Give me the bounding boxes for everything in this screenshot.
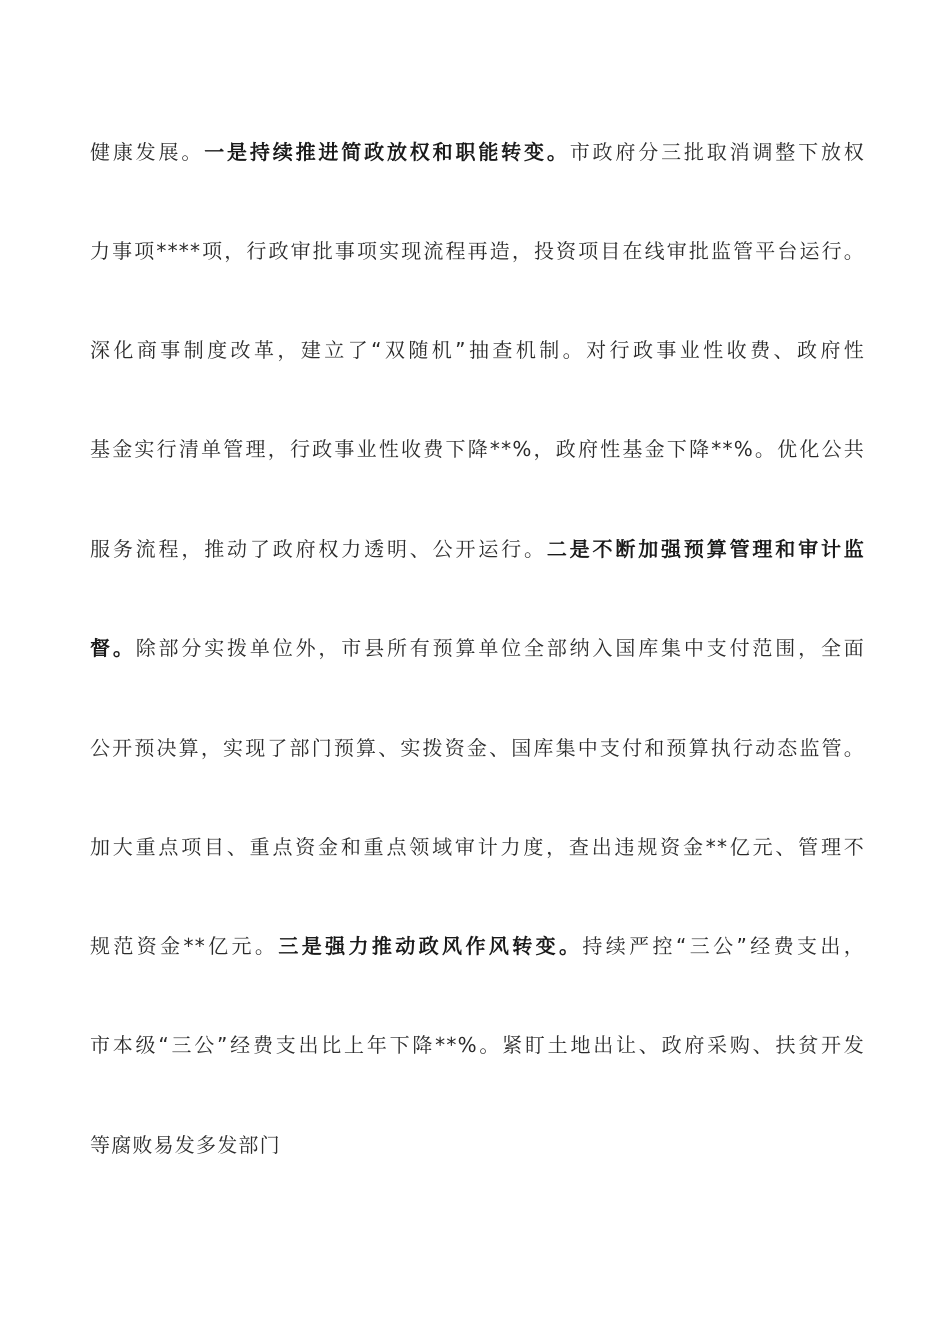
text-line-11 xyxy=(90,1127,865,1163)
text-line-7 xyxy=(90,730,865,766)
text-run: 市本级“三公”经费支出比上年下降**%。紧盯土地出让、政府采购、扶贫开发 xyxy=(90,1033,865,1057)
text-line-8 xyxy=(90,829,865,865)
text-line-9 xyxy=(90,928,865,964)
text-run: 服务流程，推动了政府权力透明、公开运行。 xyxy=(90,537,547,561)
bold-heading-2-end: 督。 xyxy=(90,636,136,660)
bold-heading-3: 三是强力推动政风作风转变。 xyxy=(278,934,583,958)
text-run: 公开预决算，实现了部门预算、实拨资金、国库集中支付和预算执行动态监管。 xyxy=(90,736,865,760)
text-run: 健康发展。 xyxy=(90,140,205,164)
text-run: 规范资金**亿元。 xyxy=(90,934,279,958)
text-run: 基金实行清单管理，行政事业性收费下降**%，政府性基金下降**%。优化公共 xyxy=(90,437,865,461)
bold-heading-2: 二是不断加强预算管理和审计监 xyxy=(546,537,865,561)
text-line-2 xyxy=(90,233,865,269)
text-run: 力事项****项，行政审批事项实现流程再造，投资项目在线审批监管平台运行。 xyxy=(90,239,865,263)
text-line-1 xyxy=(90,134,865,170)
text-run: 持续严控“三公”经费支出， xyxy=(582,934,865,958)
text-run: 除部分实拨单位外，市县所有预算单位全部纳入国库集中支付范围，全面 xyxy=(135,636,865,660)
text-line-10 xyxy=(90,1027,865,1063)
text-run: 等腐败易发多发部门 xyxy=(90,1133,281,1157)
text-line-6 xyxy=(90,630,865,666)
text-line-5 xyxy=(90,531,865,567)
text-run: 市政府分三批取消调整下放权 xyxy=(569,140,866,164)
text-line-3 xyxy=(90,332,865,368)
bold-heading-1: 一是持续推进简政放权和职能转变。 xyxy=(204,140,570,164)
text-line-4 xyxy=(90,431,865,467)
text-run: 深化商事制度改革，建立了“双随机”抽查机制。对行政事业性收费、政府性 xyxy=(90,338,865,362)
text-run: 加大重点项目、重点资金和重点领域审计力度，查出违规资金**亿元、管理不 xyxy=(90,835,865,859)
